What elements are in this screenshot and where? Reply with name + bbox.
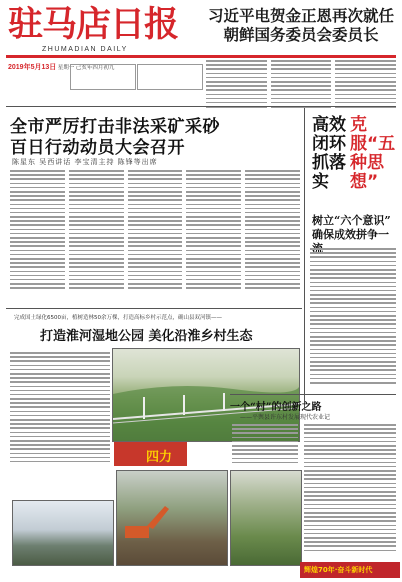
lead-headline-line2: 百日行动动员大会召开 [10, 138, 185, 158]
village-body-2 [232, 424, 298, 466]
masthead-info-box [70, 64, 136, 90]
top-story-line1: 习近平电贺金正恩再次就任 [207, 6, 394, 25]
wetland-divider [6, 308, 302, 309]
lead-officials: 陈星东 吴西讲话 李宝清主持 陈锋等出席 [12, 158, 158, 166]
top-story-line2: 朝鲜国务委员会委员长 [223, 25, 379, 44]
column-divider [304, 108, 305, 408]
lead-headline[interactable] [10, 117, 220, 159]
lead-body [10, 170, 300, 291]
village-headline[interactable]: 一个“村”的创新之路 [230, 402, 322, 413]
top-story-body [206, 60, 396, 110]
right-column-title-red[interactable]: 克服“五种思想” [350, 115, 396, 192]
wetland-headline[interactable]: 打造淮河湿地公园 美化沿淮乡村生态 [40, 329, 253, 344]
construction-photo-art [117, 471, 227, 565]
date: 2019年5月13日 [8, 64, 57, 71]
construction-photo [116, 470, 228, 566]
campaign-banner-text: 四力 [146, 450, 173, 465]
section-divider [6, 106, 396, 107]
right-column-body [310, 248, 396, 386]
lunar-date: 己亥年四月初九 [75, 65, 115, 71]
right-column-subtitle-line1: 树立“六个意识” [312, 214, 391, 227]
weekday: 星期一 [57, 65, 75, 71]
wetland-kicker: 完成国土绿化6500亩，植树造林50余万棵，打造高标乡村示范点，确山县双河镇—— [14, 315, 222, 321]
newspaper-logo-english: ZHUMADIAN DAILY [42, 46, 128, 53]
lake-photo [12, 500, 114, 566]
newspaper-logo: 驻马店日报 [8, 4, 179, 45]
village-subtitle: ——平舆县许东村发展现代农业记 [240, 414, 331, 421]
anniversary-ad-text: 辉煌70年·奋斗新时代 [304, 566, 373, 574]
village-divider [230, 394, 396, 395]
village-body [304, 424, 396, 554]
masthead-info-box-2 [137, 64, 203, 90]
top-story-headline[interactable] [206, 6, 396, 44]
right-column-title-black[interactable]: 高效闭环抓落实 [312, 115, 346, 192]
wetland-body [10, 352, 110, 465]
masthead-rule [6, 55, 396, 58]
right-column-subtitle-line2: 确保成效拼争一流 [312, 228, 389, 255]
lead-headline-line1: 全市严厉打击非法采矿采砂 [10, 117, 220, 137]
field-photo [230, 470, 302, 566]
